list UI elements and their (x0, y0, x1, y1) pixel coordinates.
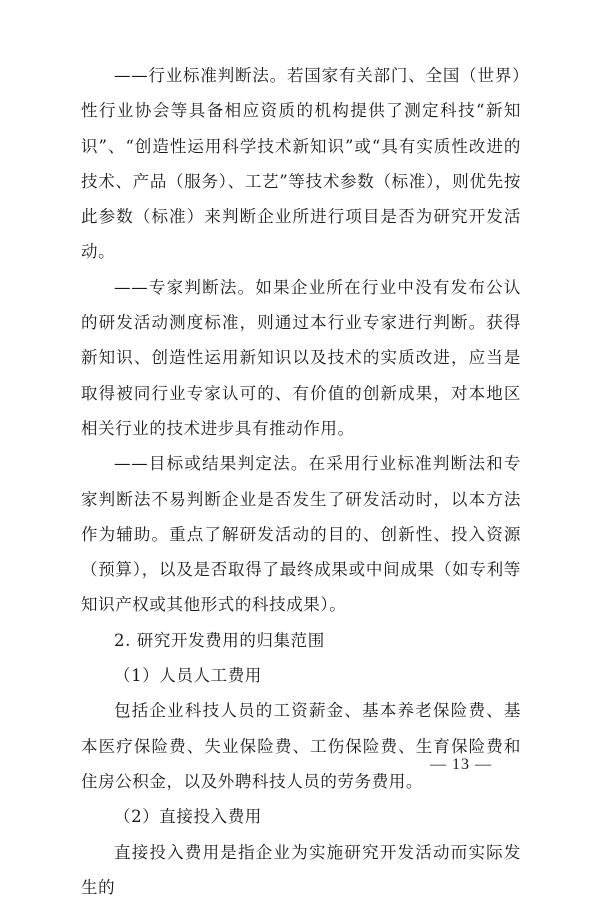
subheading-personnel-costs: （1）人员人工费用 (114, 666, 262, 686)
section-heading-expense-scope: 2. 研究开发费用的归集范围 (114, 630, 325, 650)
paragraph-goal-result-method: ——目标或结果判定法。在采用行业标准判断法和专家判断法不易判断企业是否发生了研发活动时，以本方法作为辅助。重点了解研发活动的目的、创新性、投入资源（预算），以及是否取得了最终成果或中间成果（如专利等知识产权或其他形式的科技成果）。 (81, 454, 521, 615)
paragraph-industry-standard-method: ——行业标准判断法。若国家有关部门、全国（世界）性行业协会等具备相应资质的机构提供了测定科技“新知识”、“创造性运用科学技术新知识”或“具有实质性改进的技术、产品（服务）、工艺”等技术参数（标准），则优先按此参数（标准）来判断企业所进行项目是否为研究开发活动。 (81, 66, 521, 262)
paragraph-personnel-costs: 包括企业科技人员的工资薪金、基本养老保险费、基本医疗保险费、失业保险费、工伤保险费、生育保险费和住房公积金，以及外聘科技人员的劳务费用。 (81, 701, 521, 791)
paragraph-expert-judgment-method: ——专家判断法。如果企业所在行业中没有发布公认的研发活动测度标准，则通过本行业专家进行判断。获得新知识、创造性运用新知识以及技术的实质改进，应当是取得被同行业专家认可的、有价值的创新成果，对本地区相关行业的技术进步具有推动作用。 (81, 277, 521, 438)
paragraph-direct-input-costs: 直接投入费用是指企业为实施研究开发活动而实际发生的 (81, 842, 521, 897)
subheading-direct-input-costs: （2）直接投入费用 (114, 807, 262, 827)
page-number: — 13 — (430, 756, 492, 773)
body-text (81, 58, 521, 905)
